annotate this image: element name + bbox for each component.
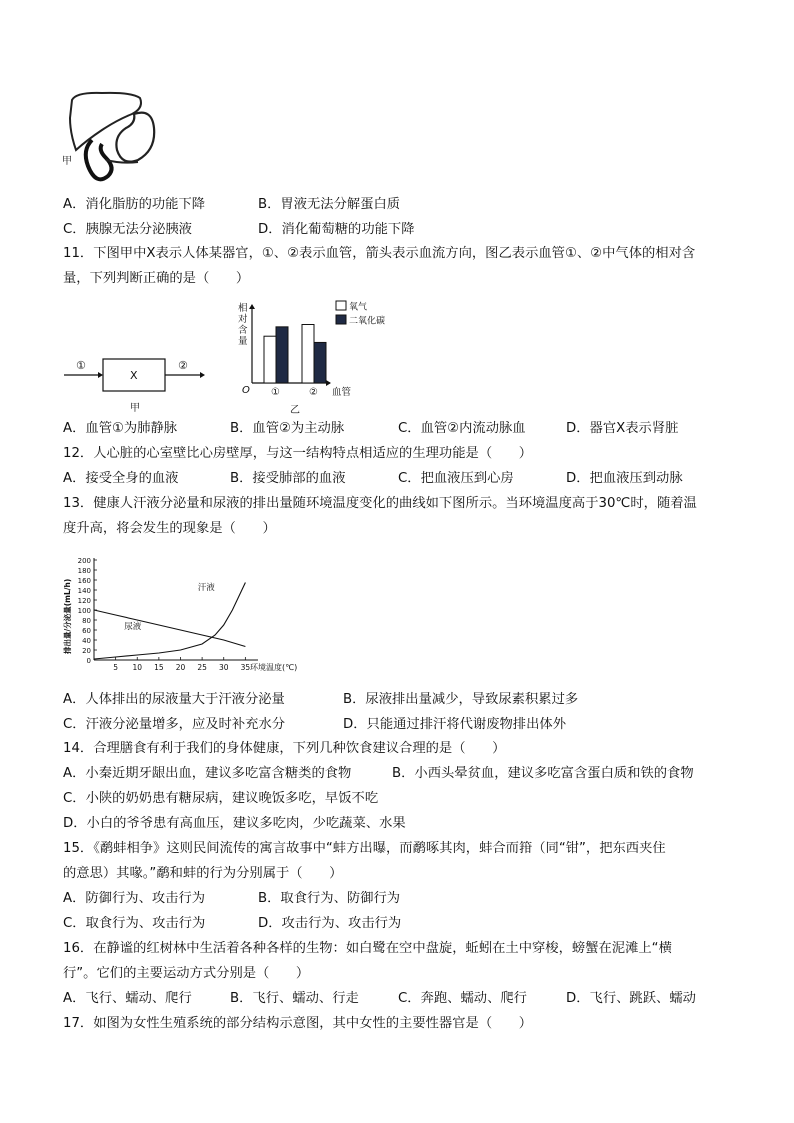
figure-label-jia: 甲 [62,156,72,167]
legend-swatch-1 [336,301,346,310]
q14-option-c[interactable]: C．小陕的奶奶患有糖尿病，建议晚饭多吃，早饭不吃 [63,791,379,806]
q11-stem-line1: 11．下图甲中X表示人体某器官，①、②表示血管，箭头表示血流方向，图乙表示血管①、②中气体的相对含 [63,246,696,261]
y-tick-label: 140 [77,587,91,595]
q14-option-d[interactable]: D．小白的爷爷患有高血压，建议多吃肉，少吃蔬菜、水果 [63,816,406,831]
q12-option-a[interactable]: A．接受全身的血液 [63,471,179,486]
q14-option-b[interactable]: B．小西头晕贫血，建议多吃富含蛋白质和铁的食物 [392,766,694,781]
origin-label: O [242,385,250,396]
q16-option-d[interactable]: D．飞行、跳跃、蠕动 [566,991,696,1006]
y-tick-label: 120 [77,597,91,605]
q14-option-a[interactable]: A．小秦近期牙龈出血，建议多吃富含糖类的食物 [63,766,352,781]
x-tick-label-1: ① [271,387,280,398]
y-tick-label: 40 [82,637,91,645]
y-tick-label: 160 [77,577,91,585]
q13-stem-line1: 13．健康人汗液分泌量和尿液的排出量随环境温度变化的曲线如下图所示。当环境温度高于30℃时，随着温 [63,496,697,511]
q13-stem-line2: 度升高，将会发生的现象是（ ） [63,521,276,536]
q16-option-b[interactable]: B．飞行、蠕动、行走 [230,991,359,1006]
legend-swatch-2 [336,315,346,324]
y-axis-label: 相对含量 [238,303,248,347]
q15-stem-line1: 15．《鹬蚌相争》这则民间流传的寓言故事中“蚌方出曝，而鹬啄其肉，蚌合而箝（同“钳”，把东西夹住 [63,841,666,856]
x-axis-label: 血管 [332,387,352,398]
series-line-urine [94,610,245,647]
q17-stem-line1: 17．如图为女性生殖系统的部分结构示意图，其中女性的主要性器官是（ ） [63,1016,533,1031]
series-line-sweat [94,583,245,660]
y-tick-label: 80 [82,617,91,625]
q13-option-a[interactable]: A．人体排出的尿液量大于汗液分泌量 [63,692,285,707]
x-tick-label: 5 [113,663,119,672]
x-axis-label: 环境温度(℃) [250,663,298,672]
q11-option-c[interactable]: C．血管②内流动脉血 [398,421,526,436]
y-tick-label: 20 [82,647,91,655]
q10-option-a[interactable]: A．消化脂肪的功能下降 [63,197,206,212]
q14-stem-line1: 14．合理膳食有利于我们的身体健康，下列几种饮食建议合理的是（ ） [63,741,506,756]
q16-stem-line2: 行”。它们的主要运动方式分别是（ ） [63,966,310,981]
bar-co2-2 [314,342,326,383]
legend-label-2: 二氧化碳 [349,316,386,327]
q10-option-d[interactable]: D．消化葡萄糖的功能下降 [258,222,415,237]
q15-stem-line2: 的意思）其喙。”鹬和蚌的行为分别属于（ ） [63,866,343,881]
q11-stem-line2: 量，下列判断正确的是（ ） [63,271,250,286]
organ-x-label: X [130,369,138,382]
x-tick-label: 25 [197,663,207,672]
legend-label-1: 氧气 [349,302,368,313]
q15-option-c[interactable]: C．取食行为、攻击行为 [63,916,206,931]
y-tick-label: 200 [77,557,91,565]
q12-stem-line1: 12．人心脏的心室壁比心房壁厚，与这一结构特点相适应的生理功能是（ ） [63,446,533,461]
q15-option-d[interactable]: D．攻击行为、攻击行为 [258,916,402,931]
y-tick-label: 100 [77,607,91,615]
y-tick-label: 60 [82,627,91,635]
bar-oxygen-2 [302,325,314,384]
q15-option-a[interactable]: A．防御行为、攻击行为 [63,891,206,906]
bar-oxygen-1 [264,336,276,383]
y-axis-arrow [249,304,255,309]
q13-option-d[interactable]: D．只能通过排汗将代谢废物排出体外 [343,717,566,732]
digestive-system-figure [62,88,172,190]
q10-option-c[interactable]: C．胰腺无法分泌胰液 [63,222,192,237]
liver-shape [70,93,141,150]
q11-option-a[interactable]: A．血管①为肺静脉 [63,421,178,436]
q15-option-b[interactable]: B．取食行为、防御行为 [258,891,401,906]
q11-option-b[interactable]: B．血管②为主动脉 [230,421,345,436]
q13-option-c[interactable]: C．汗液分泌量增多，应及时补充水分 [63,717,286,732]
x-axis-arrow [326,380,331,386]
bar-co2-1 [276,327,288,383]
vessel-label-2: ② [178,359,188,372]
q10-option-b[interactable]: B．胃液无法分解蛋白质 [258,197,401,212]
vessel-label-1: ① [76,359,86,372]
q12-option-c[interactable]: C．把血液压到心房 [398,471,514,486]
q13-option-b[interactable]: B．尿液排出量减少，导致尿素积累过多 [343,692,579,707]
y-axis-label: 排出量/分泌量(mL/h) [63,578,72,654]
q11-option-d[interactable]: D．器官X表示肾脏 [566,421,679,436]
q16-option-a[interactable]: A．飞行、蠕动、爬行 [63,991,192,1006]
q16-option-c[interactable]: C．奔跑、蠕动、爬行 [398,991,527,1006]
y-tick-label: 180 [77,567,91,575]
stomach-shape [116,113,154,162]
organ-flow-figure [62,335,212,415]
q12-option-b[interactable]: B．接受肺部的血液 [230,471,346,486]
x-tick-label: 30 [218,663,229,672]
figure-caption-yi: 乙 [290,405,300,416]
series-label-sweat: 汗液 [197,583,215,593]
y-tick-label-zero: 0 [86,657,91,665]
q16-stem-line1: 16．在静谧的红树林中生活着各种各样的生物：如白鹭在空中盘旋，蚯蚓在土中穿梭，螃蟹在泥滩上“横 [63,941,672,956]
x-tick-label: 15 [154,663,164,672]
x-tick-label: 20 [175,663,186,672]
figure-caption-jia: 甲 [130,403,140,414]
sweat-urine-line-chart [62,552,298,682]
series-label-urine: 尿液 [124,622,142,632]
gas-content-bar-chart [228,297,386,419]
x-tick-label-2: ② [309,387,318,398]
x-tick-label: 35 [240,663,251,672]
x-tick-label: 10 [132,663,143,672]
q12-option-d[interactable]: D．把血液压到动脉 [566,471,683,486]
